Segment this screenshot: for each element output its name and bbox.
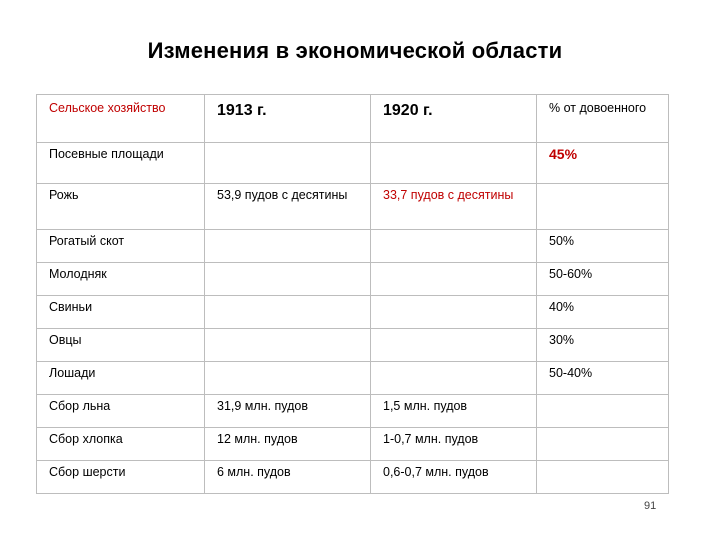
table-cell: 1-0,7 млн. пудов <box>371 428 537 461</box>
header-sector-label: Сельское хозяйство <box>49 101 166 115</box>
table-cell: 0,6-0,7 млн. пудов <box>371 461 537 494</box>
table-cell: 50% <box>537 230 669 263</box>
table-cell <box>537 428 669 461</box>
header-cell-1920 <box>371 95 537 143</box>
table-row <box>37 230 669 263</box>
table-cell <box>205 329 371 362</box>
table-cell: 53,9 пудов с десятины <box>205 184 371 230</box>
table-cell: 30% <box>537 329 669 362</box>
table-cell <box>371 296 537 329</box>
table-row <box>37 329 669 362</box>
table-row <box>37 428 669 461</box>
table-cell <box>371 329 537 362</box>
table-cell: Сбор льна <box>37 395 205 428</box>
table-row <box>37 362 669 395</box>
table-row <box>37 184 669 230</box>
table-cell <box>371 230 537 263</box>
table-cell <box>205 362 371 395</box>
table-cell <box>205 230 371 263</box>
table-cell <box>205 263 371 296</box>
table-cell: 12 млн. пудов <box>205 428 371 461</box>
table-cell: 50-40% <box>537 362 669 395</box>
page-title: Изменения в экономической области <box>147 38 563 63</box>
table-cell <box>205 296 371 329</box>
header-1913-label: 1913 г. <box>217 102 267 119</box>
table-cell: Свиньи <box>37 296 205 329</box>
table-cell: Лошади <box>37 362 205 395</box>
table-cell: Рожь <box>37 184 205 230</box>
header-percent-label: % от довоенного <box>549 101 647 115</box>
cell-value-highlight: 45% <box>549 146 578 162</box>
table-cell: 33,7 пудов с десятины <box>371 184 537 230</box>
header-1920-label: 1920 г. <box>383 102 433 119</box>
table-row <box>37 263 669 296</box>
table-cell: Рогатый скот <box>37 230 205 263</box>
table-cell: 1,5 млн. пудов <box>371 395 537 428</box>
table-row <box>37 296 669 329</box>
table-cell: Овцы <box>37 329 205 362</box>
table-row <box>37 395 669 428</box>
table-cell: Посевные площади <box>37 143 205 184</box>
table-cell <box>537 184 669 230</box>
table-row <box>37 461 669 494</box>
table-cell: 31,9 млн. пудов <box>205 395 371 428</box>
table-cell <box>371 143 537 184</box>
header-cell-1913 <box>205 95 371 143</box>
header-cell-percent <box>537 95 669 143</box>
table-header-row <box>37 95 669 143</box>
data-table <box>36 94 669 494</box>
table-cell <box>537 143 669 184</box>
table-cell: 6 млн. пудов <box>205 461 371 494</box>
table-cell <box>537 461 669 494</box>
table-cell <box>371 362 537 395</box>
page-number: 91 <box>644 500 657 512</box>
header-cell-sector <box>37 95 205 143</box>
table-cell <box>537 395 669 428</box>
table-cell <box>205 143 371 184</box>
table-cell: 40% <box>537 296 669 329</box>
table-cell: Сбор шерсти <box>37 461 205 494</box>
table-cell: Молодняк <box>37 263 205 296</box>
table-cell <box>371 263 537 296</box>
table-row <box>37 143 669 184</box>
table-cell: 50-60% <box>537 263 669 296</box>
table-cell: Сбор хлопка <box>37 428 205 461</box>
